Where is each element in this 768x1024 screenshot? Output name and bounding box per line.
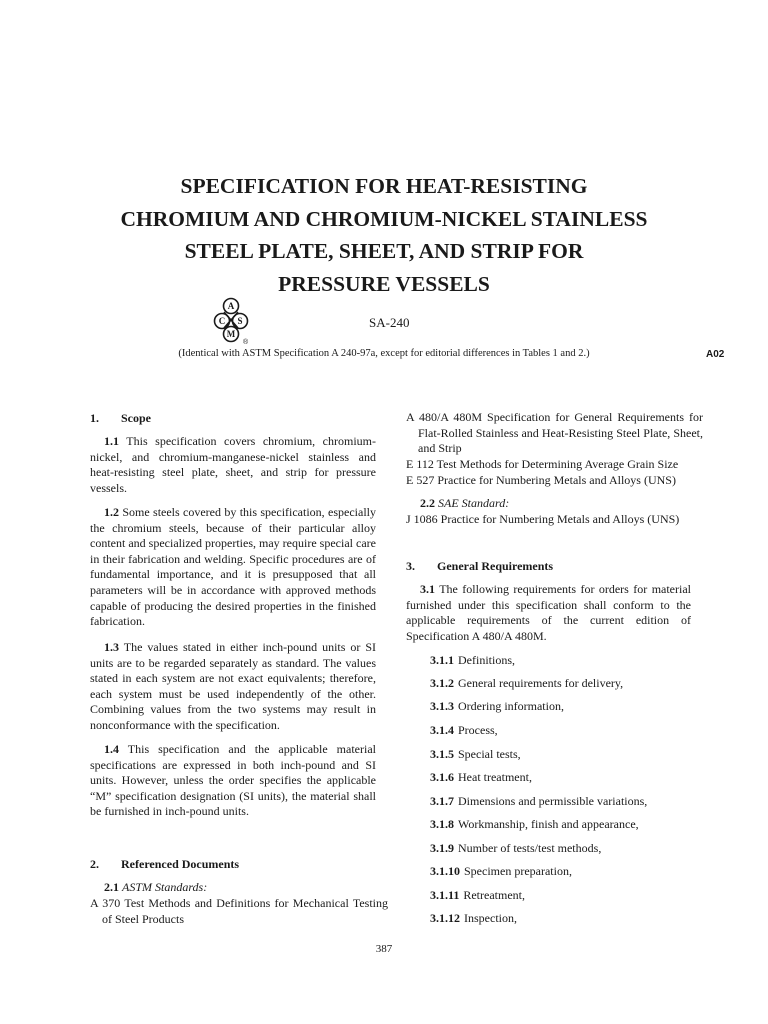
paragraph-number: 1.3 <box>104 640 119 654</box>
logo-letter: M <box>226 329 236 339</box>
list-item <box>430 841 601 856</box>
paragraph-number: 1.2 <box>104 505 119 519</box>
subsection-number: 2.2 <box>420 496 435 510</box>
paragraph-1-4 <box>90 742 376 820</box>
page-number: 387 <box>375 943 393 955</box>
item-text: Number of tests/test methods, <box>458 841 602 855</box>
section-heading-scope <box>90 411 376 427</box>
item-number: 3.1.1 <box>430 653 454 667</box>
item-text: General requirements for delivery, <box>458 676 624 690</box>
paragraph-3-1 <box>406 582 691 644</box>
reference-a370: A 370 Test Methods and Definitions for Mechanical Testing of Steel Products <box>90 896 388 926</box>
paragraph-1-2 <box>90 505 376 630</box>
title-line: STEEL PLATE, SHEET, AND STRIP FOR <box>184 239 584 263</box>
item-number: 3.1.8 <box>430 817 454 831</box>
section-number: 3. <box>406 559 415 573</box>
item-text: Inspection, <box>464 911 517 925</box>
list-item <box>430 723 498 738</box>
reference-e112: E 112 Test Methods for Determining Average Grain Size <box>406 457 679 471</box>
list-item <box>430 653 515 668</box>
list-item <box>430 911 517 926</box>
reference-a480: A 480/A 480M Specification for General Requirements for Flat-Rolled Stainless and Heat-Resisting Steel Plate, Sheet, and Strip <box>406 410 703 456</box>
item-number: 3.1.10 <box>430 864 460 878</box>
logo-letter: S <box>237 316 243 326</box>
item-number: 3.1.3 <box>430 699 454 713</box>
item-text: Heat treatment, <box>458 770 532 784</box>
section-title: Referenced Documents <box>121 857 240 871</box>
list-item <box>430 794 647 809</box>
paragraph-number: 1.4 <box>104 742 119 756</box>
subsection-label: SAE Standard: <box>438 496 510 510</box>
list-item <box>430 864 572 879</box>
paragraph-1-1 <box>90 434 376 496</box>
list-item <box>430 888 525 903</box>
item-number: 3.1.2 <box>430 676 454 690</box>
logo-letter: C <box>218 316 226 326</box>
paragraph-text: This specification and the applicable material specifications are expressed in both inch-pound and SI units. However, unless the order specifies the applicable “M” specification designation (SI units), the material shall be furnished in inch-pound units. <box>90 742 376 819</box>
list-item <box>430 747 521 762</box>
item-number: 3.1.7 <box>430 794 454 808</box>
section-heading-general-requirements <box>406 559 691 575</box>
reference-e527: E 527 Practice for Numbering Metals and Alloys (UNS) <box>406 473 676 487</box>
item-text: Dimensions and permissible variations, <box>458 794 648 808</box>
subsection-label: ASTM Standards: <box>122 880 208 894</box>
list-item <box>430 699 564 714</box>
title-line: SPECIFICATION FOR HEAT-RESISTING <box>180 174 588 198</box>
subsection-number: 2.1 <box>104 880 119 894</box>
subsection-sae-standard <box>406 496 691 512</box>
document-title <box>0 170 768 300</box>
document-number: SA-240 <box>369 315 410 330</box>
item-number: 3.1.6 <box>430 770 454 784</box>
item-text: Retreatment, <box>463 888 525 902</box>
item-number: 3.1.12 <box>430 911 460 925</box>
subsection-astm-standards <box>90 880 376 896</box>
reference-j1086: J 1086 Practice for Numbering Metals and Alloys (UNS) <box>406 512 680 526</box>
paragraph-number: 3.1 <box>420 582 435 596</box>
title-line: CHROMIUM AND CHROMIUM-NICKEL STAINLESS <box>120 206 648 231</box>
paragraph-text: This specification covers chromium, chromium-nickel, and chromium-manganese-nickel stainless and heat-resisting steel plate, sheet, and strip for pressure vessels. <box>90 434 376 495</box>
paragraph-text: The values stated in either inch-pound units or SI units are to be regarded separately as standard. The values stated in each system are not exact equivalents; therefore, each system must be used independently of the other. Combining values from the two systems may result in nonconformance with the specification. <box>90 640 376 732</box>
section-title: General Requirements <box>437 559 554 573</box>
item-number: 3.1.5 <box>430 747 454 761</box>
asme-logo-icon <box>212 297 284 345</box>
identical-note: (Identical with ASTM Specification A 240-97a, except for editorial differences in Tables 1 and 2.) <box>178 348 590 359</box>
paragraph-text: The following requirements for orders for material furnished under this specification shall conform to the applicable requirements of the current edition of Specification A 480/A 480M. <box>406 582 691 643</box>
list-item <box>430 770 532 785</box>
item-text: Ordering information, <box>458 699 564 713</box>
item-number: 3.1.9 <box>430 841 454 855</box>
item-text: Process, <box>458 723 498 737</box>
section-number: 2. <box>90 857 99 871</box>
paragraph-text: Some steels covered by this specification, especially the chromium steels, because of their particular alloy content and specialized properties, may require special care in their fabrication and welding. Specific procedures are of fundamental importance, and it is presupposed that all parameters will be in accordance with approved methods capable of producing the desired properties in the finished fabrication. <box>90 505 376 629</box>
section-title: Scope <box>121 411 151 425</box>
registered-mark: ® <box>243 339 249 345</box>
list-item <box>430 817 639 832</box>
list-item <box>430 676 623 691</box>
item-text: Specimen preparation, <box>464 864 572 878</box>
item-text: Workmanship, finish and appearance, <box>458 817 639 831</box>
margin-revision-tag: A02 <box>706 349 725 360</box>
section-number: 1. <box>90 411 99 425</box>
logo-letter: A <box>227 301 235 311</box>
section-heading-referenced-documents <box>90 857 376 873</box>
item-text: Definitions, <box>458 653 515 667</box>
item-text: Special tests, <box>458 747 521 761</box>
paragraph-1-3 <box>90 640 376 734</box>
item-number: 3.1.4 <box>430 723 454 737</box>
item-number: 3.1.11 <box>430 888 460 902</box>
paragraph-number: 1.1 <box>104 434 119 448</box>
title-line: PRESSURE VESSELS <box>278 271 490 296</box>
